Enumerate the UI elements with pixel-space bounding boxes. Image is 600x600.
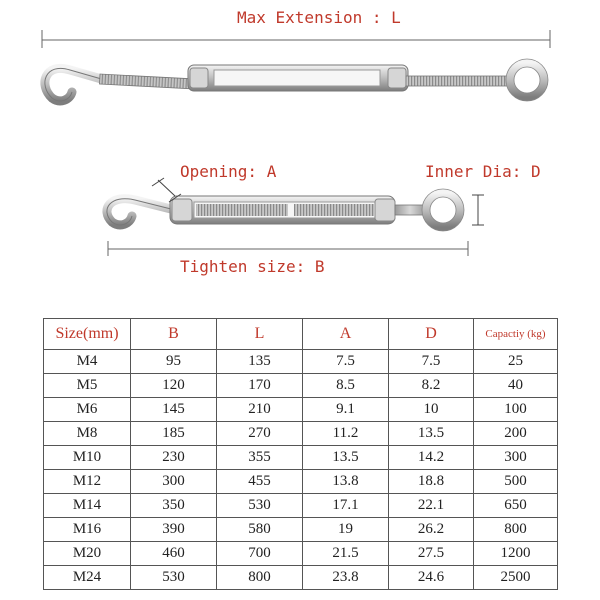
cell-b: 185 — [131, 422, 217, 446]
cell-b: 390 — [131, 518, 217, 542]
cell-b: 120 — [131, 374, 217, 398]
cell-capacity: 25 — [474, 350, 558, 374]
header-b: B — [131, 319, 217, 350]
header-size: Size(mm) — [44, 319, 131, 350]
table-header-row — [44, 319, 558, 350]
cell-a: 11.2 — [303, 422, 389, 446]
max-extension-dimension — [42, 30, 550, 48]
cell-b: 145 — [131, 398, 217, 422]
table-row — [44, 422, 558, 446]
cell-l: 170 — [217, 374, 303, 398]
cell-b: 460 — [131, 542, 217, 566]
cell-a: 21.5 — [303, 542, 389, 566]
cell-a: 17.1 — [303, 494, 389, 518]
spec-table-body — [44, 350, 558, 590]
cell-d: 18.8 — [389, 470, 474, 494]
cell-size: M14 — [44, 494, 131, 518]
cell-a: 13.8 — [303, 470, 389, 494]
table-row — [44, 494, 558, 518]
cell-l: 700 — [217, 542, 303, 566]
table-row — [44, 374, 558, 398]
tighten-size-dimension — [108, 241, 468, 256]
tighten-size-label: Tighten size: B — [180, 257, 325, 276]
table-row — [44, 398, 558, 422]
cell-capacity: 2500 — [474, 566, 558, 590]
cell-a: 7.5 — [303, 350, 389, 374]
cell-d: 26.2 — [389, 518, 474, 542]
cell-l: 270 — [217, 422, 303, 446]
cell-d: 7.5 — [389, 350, 474, 374]
cell-a: 19 — [303, 518, 389, 542]
cell-size: M8 — [44, 422, 131, 446]
cell-d: 24.6 — [389, 566, 474, 590]
cell-size: M20 — [44, 542, 131, 566]
cell-size: M10 — [44, 446, 131, 470]
cell-size: M5 — [44, 374, 131, 398]
cell-capacity: 40 — [474, 374, 558, 398]
cell-capacity: 300 — [474, 446, 558, 470]
cell-size: M16 — [44, 518, 131, 542]
cell-b: 300 — [131, 470, 217, 494]
cell-a: 8.5 — [303, 374, 389, 398]
max-extension-label: Max Extension : L — [237, 8, 401, 27]
header-l: L — [217, 319, 303, 350]
cell-size: M6 — [44, 398, 131, 422]
cell-l: 800 — [217, 566, 303, 590]
cell-b: 95 — [131, 350, 217, 374]
cell-a: 9.1 — [303, 398, 389, 422]
cell-a: 23.8 — [303, 566, 389, 590]
cell-b: 230 — [131, 446, 217, 470]
spec-table — [43, 318, 558, 590]
cell-d: 22.1 — [389, 494, 474, 518]
cell-d: 8.2 — [389, 374, 474, 398]
header-capacity: Capactiy (kg) — [474, 319, 558, 350]
cell-l: 135 — [217, 350, 303, 374]
inner-dia-indicator — [472, 195, 484, 225]
cell-b: 530 — [131, 566, 217, 590]
table-row — [44, 542, 558, 566]
turnbuckle-tightened — [107, 189, 464, 231]
inner-dia-label: Inner Dia: D — [425, 162, 541, 181]
cell-capacity: 1200 — [474, 542, 558, 566]
cell-l: 210 — [217, 398, 303, 422]
cell-capacity: 100 — [474, 398, 558, 422]
table-row — [44, 566, 558, 590]
table-row — [44, 446, 558, 470]
table-row — [44, 518, 558, 542]
table-row — [44, 470, 558, 494]
cell-d: 14.2 — [389, 446, 474, 470]
cell-d: 27.5 — [389, 542, 474, 566]
cell-a: 13.5 — [303, 446, 389, 470]
cell-b: 350 — [131, 494, 217, 518]
cell-size: M4 — [44, 350, 131, 374]
cell-size: M24 — [44, 566, 131, 590]
table-row — [44, 350, 558, 374]
cell-size: M12 — [44, 470, 131, 494]
cell-d: 13.5 — [389, 422, 474, 446]
cell-capacity: 800 — [474, 518, 558, 542]
cell-d: 10 — [389, 398, 474, 422]
cell-l: 455 — [217, 470, 303, 494]
cell-capacity: 200 — [474, 422, 558, 446]
header-d: D — [389, 319, 474, 350]
cell-capacity: 500 — [474, 470, 558, 494]
cell-l: 355 — [217, 446, 303, 470]
cell-l: 530 — [217, 494, 303, 518]
turnbuckle-extended — [45, 59, 548, 101]
opening-label: Opening: A — [180, 162, 277, 181]
header-a: A — [303, 319, 389, 350]
cell-l: 580 — [217, 518, 303, 542]
cell-capacity: 650 — [474, 494, 558, 518]
